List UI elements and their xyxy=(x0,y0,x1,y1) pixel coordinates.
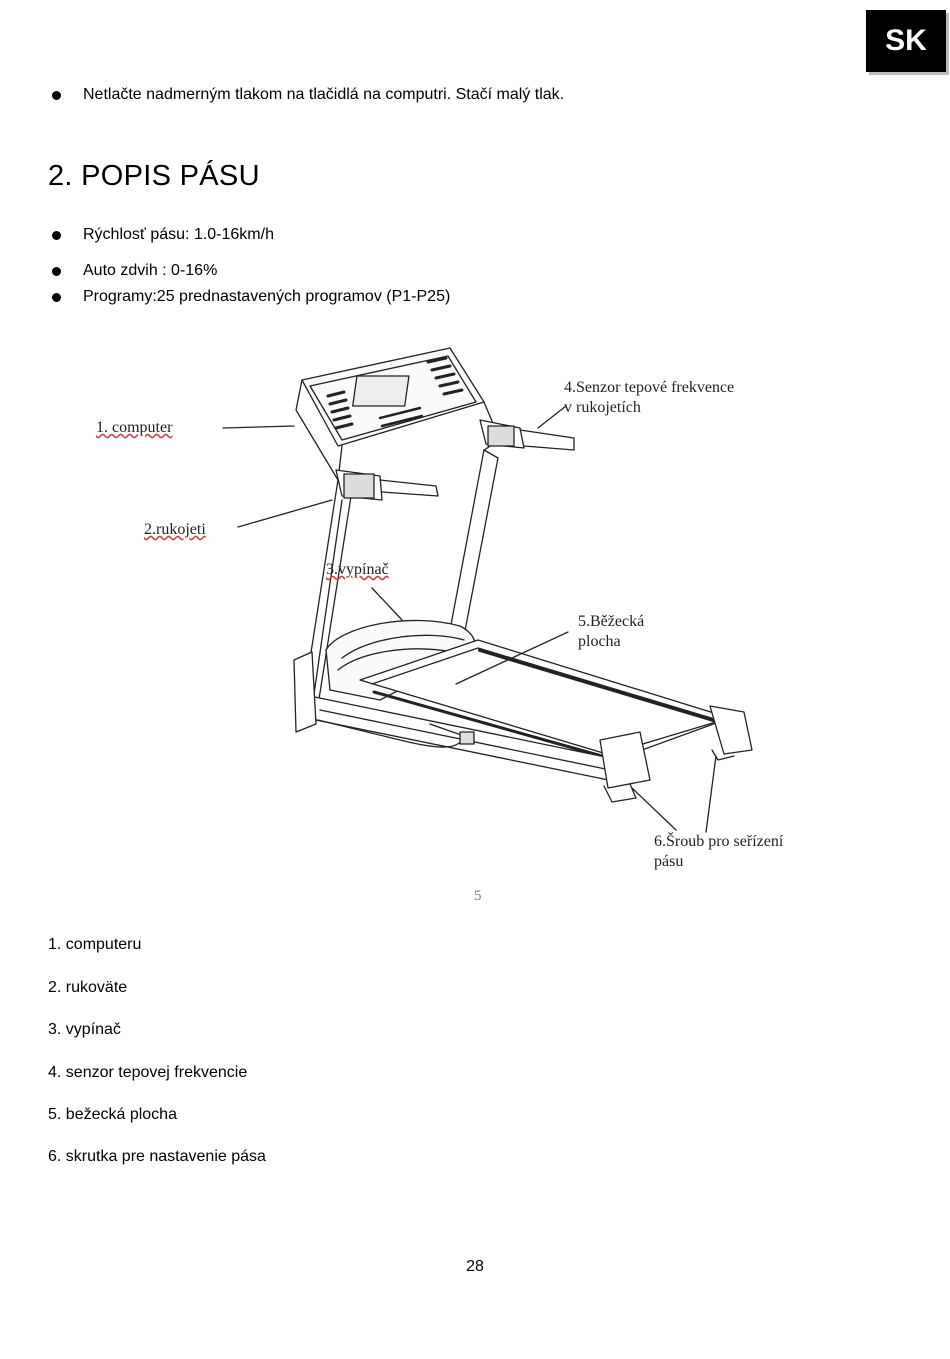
spec-item xyxy=(52,226,274,244)
bullet-icon xyxy=(52,267,61,276)
part-item: 5. bežecká plocha xyxy=(48,1106,177,1123)
language-badge: SK xyxy=(866,10,946,72)
figure-number: 5 xyxy=(474,888,482,904)
part-item: 1. computeru xyxy=(48,936,142,953)
bullet-icon xyxy=(52,231,61,240)
part-item: 3. vypínač xyxy=(48,1021,121,1038)
spec-text: Rýchlosť pásu: 1.0-16km/h xyxy=(83,226,274,243)
label-sensor-line1: 4.Senzor tepové frekvence xyxy=(564,379,735,396)
label-computer: 1. computer xyxy=(96,419,173,436)
label-screw-line2: pásu xyxy=(654,853,684,870)
intro-bullet xyxy=(52,86,564,104)
treadmill-figure xyxy=(80,340,840,910)
label-screw-line1: 6.Šroub pro seřízení xyxy=(654,833,784,850)
bullet-icon xyxy=(52,91,61,100)
label-switch: 3.vypínač xyxy=(326,561,389,578)
spec-text: Programy:25 prednastavených programov (P1-P25) xyxy=(83,288,451,305)
label-handles: 2.rukojeti xyxy=(144,521,206,538)
section-heading: 2. POPIS PÁSU xyxy=(48,160,260,192)
label-deck-line2: plocha xyxy=(578,633,621,650)
spec-text: Auto zdvih : 0-16% xyxy=(83,262,218,279)
intro-bullet-text: Netlačte nadmerným tlakom na tlačidlá na computri. Stačí malý tlak. xyxy=(83,86,565,103)
bullet-icon xyxy=(52,293,61,302)
spec-item xyxy=(52,288,450,306)
part-item: 4. senzor tepovej frekvencie xyxy=(48,1064,248,1081)
part-item: 2. rukoväte xyxy=(48,979,128,996)
label-screw xyxy=(654,832,783,872)
label-deck xyxy=(578,612,644,652)
label-sensor-line2: v rukojetích xyxy=(564,399,641,416)
label-deck-line1: 5.Běžecká xyxy=(578,613,645,630)
treadmill-drawing xyxy=(80,340,840,910)
label-sensor xyxy=(564,378,734,418)
page-number: 28 xyxy=(466,1258,484,1275)
part-item: 6. skrutka pre nastavenie pása xyxy=(48,1148,266,1165)
spec-item xyxy=(52,262,217,280)
